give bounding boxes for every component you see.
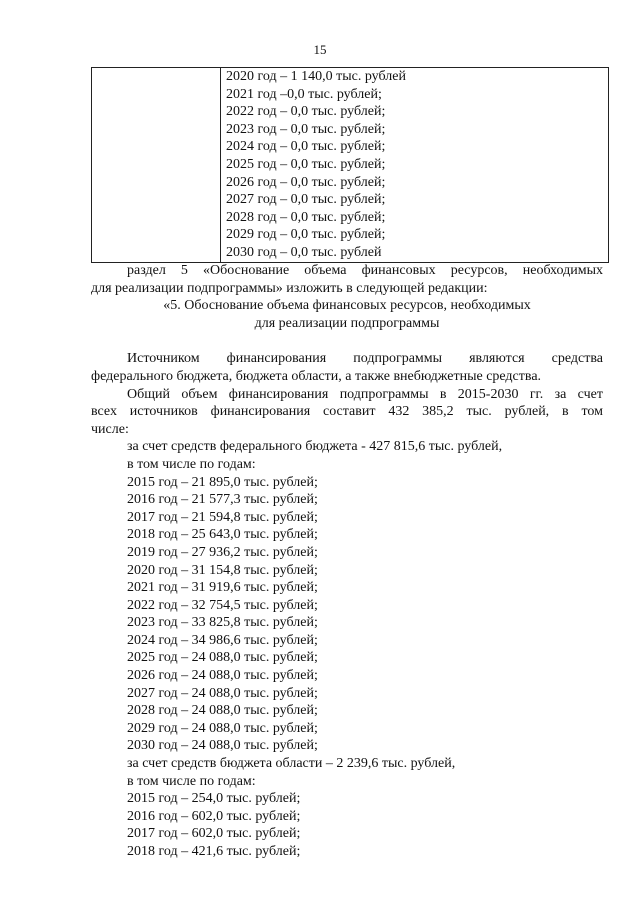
page-number: 15 (313, 42, 327, 57)
year-line: 2018 год – 421,6 тыс. рублей; (127, 844, 301, 859)
federal-budget-intro: за счет средств федерального бюджета - 427 815,6 тыс. рублей, (127, 439, 503, 455)
year-line: 2020 год – 31 154,8 тыс. рублей; (127, 562, 318, 578)
section-heading: «5. Обоснование объема финансовых ресурсов, необходимых (163, 298, 531, 314)
by-years-label: в том числе по годам: (127, 456, 256, 472)
year-line: 2025 год – 24 088,0 тыс. рублей; (127, 650, 318, 666)
table-line: 2026 год – 0,0 тыс. рублей; (226, 174, 386, 190)
section-intro-line: для реализации подпрограммы» изложить в следующей редакции: (91, 280, 488, 296)
regional-budget-intro: за счет средств бюджета области – 2 239,6 тыс. рублей, (127, 756, 456, 772)
year-line: 2028 год – 24 088,0 тыс. рублей; (127, 703, 318, 719)
year-line: 2027 год – 24 088,0 тыс. рублей; (127, 685, 318, 701)
table-line: 2021 год –0,0 тыс. рублей; (226, 86, 382, 102)
paragraph-line: федерального бюджета, бюджета области, а также внебюджетные средства. (91, 368, 542, 384)
year-line: 2026 год – 24 088,0 тыс. рублей; (127, 668, 318, 684)
table-line: 2025 год – 0,0 тыс. рублей; (226, 156, 386, 172)
year-line: 2015 год – 254,0 тыс. рублей; (127, 791, 301, 807)
year-line: 2017 год – 602,0 тыс. рублей; (127, 826, 301, 842)
table-line: 2024 год – 0,0 тыс. рублей; (226, 139, 386, 155)
by-years-label: в том числе по годам: (127, 773, 256, 789)
year-line: 2019 год – 27 936,2 тыс. рублей; (127, 544, 318, 560)
year-line: 2030 год – 24 088,0 тыс. рублей; (127, 738, 318, 754)
document-body (91, 262, 603, 861)
table-right-cell (221, 68, 609, 263)
table-line: 2029 год – 0,0 тыс. рублей; (226, 227, 386, 243)
section-intro-line: раздел 5 «Обоснование объема финансовых ресурсов, необходимых (127, 263, 603, 278)
year-line: 2024 год – 34 986,6 тыс. рублей; (127, 632, 318, 648)
year-line: 2018 год – 25 643,0 тыс. рублей; (127, 527, 318, 543)
year-line: 2016 год – 602,0 тыс. рублей; (127, 808, 301, 824)
paragraph-line: Общий объем финансирования подпрограммы в 2015-2030 гг. за счет (127, 386, 603, 402)
year-line: 2015 год – 21 895,0 тыс. рублей; (127, 474, 318, 490)
paragraph-line: всех источников финансирования составит 432 385,2 тыс. рублей, в том (91, 404, 603, 420)
year-line: 2017 год – 21 594,8 тыс. рублей; (127, 509, 318, 525)
year-line: 2016 год – 21 577,3 тыс. рублей; (127, 492, 318, 508)
paragraph-line: Источником финансирования подпрограммы являются средства (127, 351, 603, 367)
year-line: 2021 год – 31 919,6 тыс. рублей; (127, 580, 318, 596)
table-line: 2023 год – 0,0 тыс. рублей; (226, 121, 386, 137)
funding-table (91, 67, 609, 263)
year-line: 2023 год – 33 825,8 тыс. рублей; (127, 615, 318, 631)
table-line: 2030 год – 0,0 тыс. рублей (226, 244, 382, 260)
paragraph-line: числе: (91, 421, 129, 437)
table-line: 2027 год – 0,0 тыс. рублей; (226, 192, 386, 208)
year-line: 2029 год – 24 088,0 тыс. рублей; (127, 720, 318, 736)
table-line: 2022 год – 0,0 тыс. рублей; (226, 104, 386, 120)
table-line: 2028 год – 0,0 тыс. рублей; (226, 209, 386, 225)
table-left-cell (92, 68, 221, 263)
table-line: 2020 год – 1 140,0 тыс. рублей (226, 69, 406, 84)
year-line: 2022 год – 32 754,5 тыс. рублей; (127, 597, 318, 613)
section-heading: для реализации подпрограммы (254, 315, 440, 331)
